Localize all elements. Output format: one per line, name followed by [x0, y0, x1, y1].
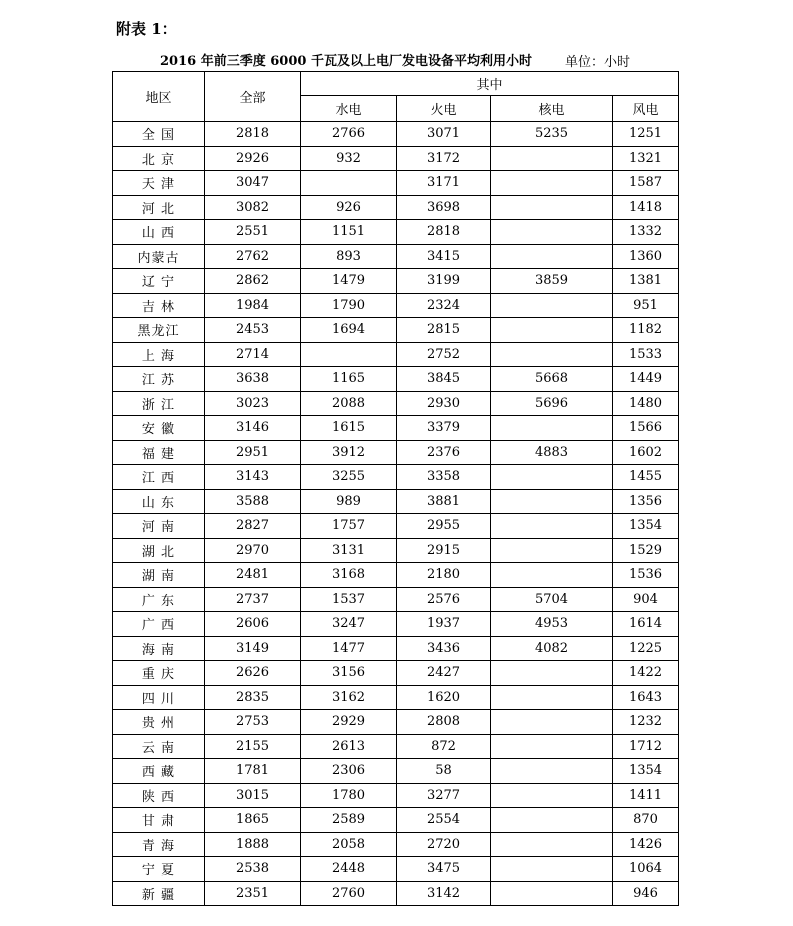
cell-wind: 1251 — [613, 122, 679, 147]
cell-hydro: 932 — [301, 146, 397, 171]
table-row — [113, 685, 679, 710]
cell-region: 湖 南 — [113, 563, 205, 588]
cell-wind: 1354 — [613, 759, 679, 784]
cell-hydro: 2088 — [301, 391, 397, 416]
table-body — [113, 122, 679, 906]
cell-total: 3082 — [205, 195, 301, 220]
cell-wind: 1455 — [613, 465, 679, 490]
cell-total: 3047 — [205, 171, 301, 196]
table-row — [113, 538, 679, 563]
header-thermal: 火电 — [397, 96, 491, 122]
header-group: 其中 — [301, 72, 679, 96]
cell-region: 全 国 — [113, 122, 205, 147]
cell-total: 3143 — [205, 465, 301, 490]
cell-total: 3638 — [205, 367, 301, 392]
cell-thermal: 3142 — [397, 881, 491, 906]
cell-region: 福 建 — [113, 440, 205, 465]
cell-hydro: 2760 — [301, 881, 397, 906]
cell-nuclear — [491, 514, 613, 539]
cell-total: 1781 — [205, 759, 301, 784]
cell-total: 3023 — [205, 391, 301, 416]
cell-thermal: 2808 — [397, 710, 491, 735]
cell-nuclear — [491, 734, 613, 759]
cell-thermal: 3698 — [397, 195, 491, 220]
cell-nuclear: 3859 — [491, 269, 613, 294]
cell-region: 甘 肃 — [113, 808, 205, 833]
table-row — [113, 808, 679, 833]
cell-hydro: 2306 — [301, 759, 397, 784]
table-row — [113, 465, 679, 490]
cell-total: 3588 — [205, 489, 301, 514]
cell-thermal: 2376 — [397, 440, 491, 465]
table-row — [113, 391, 679, 416]
cell-nuclear — [491, 342, 613, 367]
cell-nuclear — [491, 857, 613, 882]
cell-wind: 1356 — [613, 489, 679, 514]
cell-hydro: 989 — [301, 489, 397, 514]
cell-wind: 951 — [613, 293, 679, 318]
cell-total: 1984 — [205, 293, 301, 318]
table-title: 2016 年前三季度 6000 千瓦及以上电厂发电设备平均利用小时 — [160, 54, 532, 69]
cell-total: 2951 — [205, 440, 301, 465]
cell-total: 2970 — [205, 538, 301, 563]
cell-total: 3149 — [205, 636, 301, 661]
table-row — [113, 342, 679, 367]
cell-hydro: 3912 — [301, 440, 397, 465]
cell-thermal: 3475 — [397, 857, 491, 882]
cell-total: 2481 — [205, 563, 301, 588]
cell-hydro: 2448 — [301, 857, 397, 882]
appendix-label: 附表 1： — [116, 20, 177, 38]
cell-wind: 1332 — [613, 220, 679, 245]
table-row — [113, 563, 679, 588]
cell-region: 广 东 — [113, 587, 205, 612]
cell-wind: 1602 — [613, 440, 679, 465]
cell-wind: 1643 — [613, 685, 679, 710]
cell-nuclear: 4883 — [491, 440, 613, 465]
cell-region: 山 东 — [113, 489, 205, 514]
cell-region: 河 北 — [113, 195, 205, 220]
header-region: 地区 — [113, 72, 205, 122]
cell-total: 2155 — [205, 734, 301, 759]
cell-total: 2453 — [205, 318, 301, 343]
cell-total: 2827 — [205, 514, 301, 539]
cell-hydro — [301, 342, 397, 367]
cell-total: 2835 — [205, 685, 301, 710]
table-row — [113, 244, 679, 269]
cell-thermal: 1620 — [397, 685, 491, 710]
cell-total: 2762 — [205, 244, 301, 269]
cell-total: 2862 — [205, 269, 301, 294]
cell-region: 内蒙古 — [113, 244, 205, 269]
cell-region: 上 海 — [113, 342, 205, 367]
cell-total: 2551 — [205, 220, 301, 245]
cell-region: 湖 北 — [113, 538, 205, 563]
cell-wind: 1354 — [613, 514, 679, 539]
cell-nuclear: 5235 — [491, 122, 613, 147]
cell-region: 海 南 — [113, 636, 205, 661]
cell-hydro: 926 — [301, 195, 397, 220]
header-hydro: 水电 — [301, 96, 397, 122]
cell-nuclear — [491, 146, 613, 171]
cell-thermal: 58 — [397, 759, 491, 784]
table-row — [113, 122, 679, 147]
header-total: 全部 — [205, 72, 301, 122]
cell-hydro: 1537 — [301, 587, 397, 612]
cell-hydro: 1479 — [301, 269, 397, 294]
cell-hydro: 2929 — [301, 710, 397, 735]
cell-wind: 1480 — [613, 391, 679, 416]
cell-hydro: 1694 — [301, 318, 397, 343]
table-row — [113, 146, 679, 171]
cell-region: 青 海 — [113, 832, 205, 857]
cell-wind: 904 — [613, 587, 679, 612]
cell-wind: 1533 — [613, 342, 679, 367]
cell-nuclear — [491, 171, 613, 196]
cell-region: 四 川 — [113, 685, 205, 710]
cell-total: 2538 — [205, 857, 301, 882]
table-row — [113, 293, 679, 318]
cell-total: 2351 — [205, 881, 301, 906]
cell-thermal: 2576 — [397, 587, 491, 612]
cell-thermal: 3199 — [397, 269, 491, 294]
cell-hydro: 3247 — [301, 612, 397, 637]
cell-wind: 1449 — [613, 367, 679, 392]
cell-total: 2737 — [205, 587, 301, 612]
cell-thermal: 2324 — [397, 293, 491, 318]
cell-wind: 1536 — [613, 563, 679, 588]
table-row — [113, 881, 679, 906]
cell-total: 2606 — [205, 612, 301, 637]
cell-wind: 1529 — [613, 538, 679, 563]
cell-region: 云 南 — [113, 734, 205, 759]
cell-thermal: 3358 — [397, 465, 491, 490]
cell-thermal: 2915 — [397, 538, 491, 563]
cell-region: 黑龙江 — [113, 318, 205, 343]
cell-region: 辽 宁 — [113, 269, 205, 294]
cell-nuclear — [491, 685, 613, 710]
table-row — [113, 220, 679, 245]
cell-hydro — [301, 171, 397, 196]
cell-region: 山 西 — [113, 220, 205, 245]
cell-thermal: 3436 — [397, 636, 491, 661]
cell-thermal: 872 — [397, 734, 491, 759]
cell-hydro: 3255 — [301, 465, 397, 490]
cell-wind: 1360 — [613, 244, 679, 269]
cell-total: 2626 — [205, 661, 301, 686]
cell-region: 天 津 — [113, 171, 205, 196]
table-row — [113, 367, 679, 392]
cell-nuclear — [491, 710, 613, 735]
cell-nuclear: 5696 — [491, 391, 613, 416]
cell-region: 重 庆 — [113, 661, 205, 686]
table-row — [113, 171, 679, 196]
cell-nuclear — [491, 318, 613, 343]
cell-wind: 946 — [613, 881, 679, 906]
table-row — [113, 269, 679, 294]
cell-wind: 1614 — [613, 612, 679, 637]
cell-region: 广 西 — [113, 612, 205, 637]
table-row — [113, 783, 679, 808]
cell-hydro: 3162 — [301, 685, 397, 710]
cell-wind: 1566 — [613, 416, 679, 441]
cell-thermal: 2720 — [397, 832, 491, 857]
cell-region: 河 南 — [113, 514, 205, 539]
cell-thermal: 2818 — [397, 220, 491, 245]
cell-thermal: 3881 — [397, 489, 491, 514]
cell-nuclear — [491, 244, 613, 269]
cell-thermal: 3415 — [397, 244, 491, 269]
cell-nuclear — [491, 220, 613, 245]
cell-region: 宁 夏 — [113, 857, 205, 882]
header-nuclear: 核电 — [491, 96, 613, 122]
cell-wind: 1587 — [613, 171, 679, 196]
cell-thermal: 3277 — [397, 783, 491, 808]
cell-nuclear: 5704 — [491, 587, 613, 612]
table-row — [113, 710, 679, 735]
table-row — [113, 440, 679, 465]
cell-hydro: 3168 — [301, 563, 397, 588]
cell-thermal: 2180 — [397, 563, 491, 588]
cell-nuclear: 5668 — [491, 367, 613, 392]
cell-nuclear — [491, 881, 613, 906]
cell-region: 西 藏 — [113, 759, 205, 784]
cell-hydro: 2766 — [301, 122, 397, 147]
cell-wind: 1426 — [613, 832, 679, 857]
cell-wind: 1182 — [613, 318, 679, 343]
cell-region: 江 西 — [113, 465, 205, 490]
cell-region: 安 徽 — [113, 416, 205, 441]
table-row — [113, 857, 679, 882]
cell-region: 浙 江 — [113, 391, 205, 416]
cell-wind: 870 — [613, 808, 679, 833]
cell-hydro: 1790 — [301, 293, 397, 318]
cell-thermal: 2752 — [397, 342, 491, 367]
cell-thermal: 2554 — [397, 808, 491, 833]
cell-nuclear — [491, 759, 613, 784]
cell-total: 2714 — [205, 342, 301, 367]
cell-region: 新 疆 — [113, 881, 205, 906]
cell-nuclear — [491, 808, 613, 833]
cell-wind: 1321 — [613, 146, 679, 171]
table-row — [113, 489, 679, 514]
cell-thermal: 1937 — [397, 612, 491, 637]
header-wind: 风电 — [613, 96, 679, 122]
cell-total: 3015 — [205, 783, 301, 808]
cell-thermal: 2930 — [397, 391, 491, 416]
table-row — [113, 318, 679, 343]
cell-nuclear — [491, 783, 613, 808]
cell-thermal: 2815 — [397, 318, 491, 343]
cell-wind: 1418 — [613, 195, 679, 220]
cell-nuclear — [491, 661, 613, 686]
cell-hydro: 3131 — [301, 538, 397, 563]
cell-thermal: 3171 — [397, 171, 491, 196]
cell-wind: 1712 — [613, 734, 679, 759]
table-row — [113, 759, 679, 784]
table-row — [113, 636, 679, 661]
cell-nuclear — [491, 563, 613, 588]
table-row — [113, 195, 679, 220]
unit-label: 单位：小时 — [565, 55, 631, 70]
cell-hydro: 1757 — [301, 514, 397, 539]
cell-thermal: 3071 — [397, 122, 491, 147]
cell-thermal: 2427 — [397, 661, 491, 686]
cell-wind: 1232 — [613, 710, 679, 735]
cell-wind: 1422 — [613, 661, 679, 686]
cell-thermal: 3379 — [397, 416, 491, 441]
cell-wind: 1381 — [613, 269, 679, 294]
cell-nuclear — [491, 416, 613, 441]
cell-hydro: 893 — [301, 244, 397, 269]
cell-region: 吉 林 — [113, 293, 205, 318]
table-row — [113, 734, 679, 759]
cell-thermal: 2955 — [397, 514, 491, 539]
cell-region: 江 苏 — [113, 367, 205, 392]
cell-nuclear — [491, 195, 613, 220]
table-row — [113, 832, 679, 857]
utilization-hours-table — [112, 71, 679, 906]
cell-nuclear — [491, 489, 613, 514]
cell-hydro: 2589 — [301, 808, 397, 833]
cell-thermal: 3172 — [397, 146, 491, 171]
cell-total: 1888 — [205, 832, 301, 857]
table-row — [113, 514, 679, 539]
cell-hydro: 1780 — [301, 783, 397, 808]
cell-nuclear — [491, 465, 613, 490]
cell-nuclear — [491, 832, 613, 857]
table-row — [113, 612, 679, 637]
cell-total: 3146 — [205, 416, 301, 441]
cell-thermal: 3845 — [397, 367, 491, 392]
cell-nuclear: 4953 — [491, 612, 613, 637]
cell-hydro: 2058 — [301, 832, 397, 857]
cell-total: 2818 — [205, 122, 301, 147]
cell-nuclear — [491, 293, 613, 318]
cell-hydro: 1615 — [301, 416, 397, 441]
table-row — [113, 661, 679, 686]
cell-nuclear: 4082 — [491, 636, 613, 661]
cell-total: 2753 — [205, 710, 301, 735]
cell-hydro: 1477 — [301, 636, 397, 661]
cell-region: 陕 西 — [113, 783, 205, 808]
cell-total: 1865 — [205, 808, 301, 833]
cell-hydro: 1165 — [301, 367, 397, 392]
cell-region: 北 京 — [113, 146, 205, 171]
table-row — [113, 416, 679, 441]
table-row — [113, 587, 679, 612]
cell-wind: 1411 — [613, 783, 679, 808]
cell-hydro: 3156 — [301, 661, 397, 686]
cell-wind: 1064 — [613, 857, 679, 882]
cell-hydro: 2613 — [301, 734, 397, 759]
cell-total: 2926 — [205, 146, 301, 171]
cell-region: 贵 州 — [113, 710, 205, 735]
cell-nuclear — [491, 538, 613, 563]
cell-hydro: 1151 — [301, 220, 397, 245]
cell-wind: 1225 — [613, 636, 679, 661]
